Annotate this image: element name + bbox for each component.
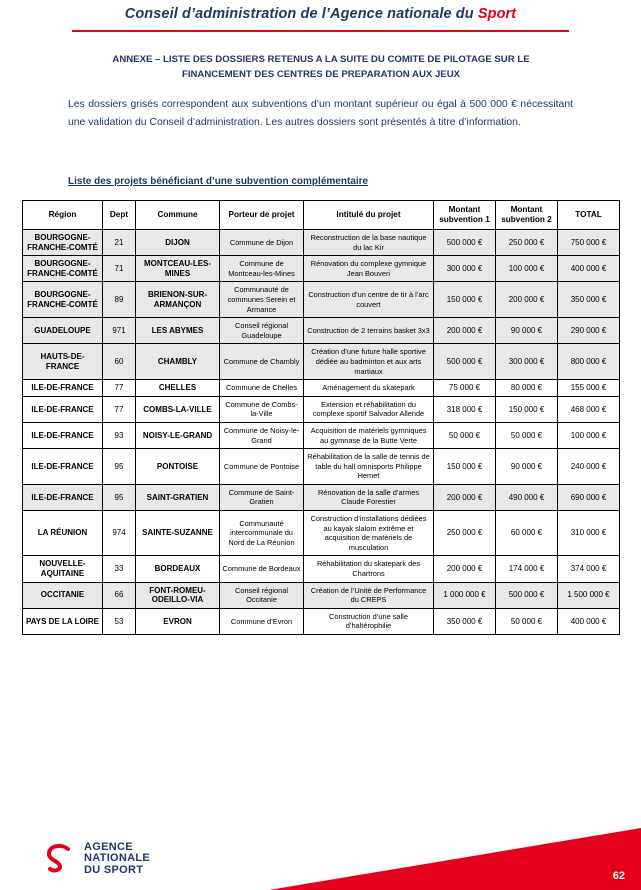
cell-intitule: Réhabilitation de la salle de tennis de table du hall omnisports Philippe Hemet	[304, 449, 434, 485]
cell-total: 400 000 €	[558, 608, 620, 634]
column-header-total: TOTAL	[558, 201, 620, 230]
cell-total: 155 000 €	[558, 380, 620, 397]
section-subheading: Liste des projets bénéficiant d’une subvention complémentaire	[68, 176, 369, 187]
cell-total: 1 500 000 €	[558, 582, 620, 608]
cell-region: ILE-DE-FRANCE	[23, 484, 103, 510]
cell-montant-2: 200 000 €	[496, 282, 558, 318]
page-title-main: Conseil d’administration de l’Agence nationale du	[124, 6, 478, 22]
table-row	[23, 582, 620, 608]
cell-montant-1: 1 000 000 €	[434, 582, 496, 608]
cell-intitule: Réhabilitation du skatepark des Chartrons	[304, 556, 434, 582]
annexe-heading: ANNEXE – LISTE DES DOSSIERS RETENUS A LA SUITE DU COMITE DE PILOTAGE SUR LE FINANCEMENT DES CENTRES DE PREPARATION AUX JEUX	[112, 54, 530, 80]
logo-line-2: NATIONALE	[84, 852, 151, 864]
cell-region: ILE-DE-FRANCE	[23, 422, 103, 448]
logo-text	[84, 842, 150, 877]
cell-montant-1: 50 000 €	[434, 422, 496, 448]
column-header-montant-1: Montant subvention 1	[434, 201, 496, 230]
cell-total: 800 000 €	[558, 344, 620, 380]
table-row	[23, 344, 620, 380]
cell-montant-2: 150 000 €	[496, 396, 558, 422]
cell-montant-2: 250 000 €	[496, 230, 558, 256]
cell-porteur: Commune de Chambly	[220, 344, 304, 380]
cell-commune: FONT-ROMEU-ODEILLO-VIA	[136, 582, 220, 608]
column-header-intitule: Intitulé du projet	[304, 201, 434, 230]
cell-porteur: Conseil régional Occitanie	[220, 582, 304, 608]
cell-total: 374 000 €	[558, 556, 620, 582]
cell-commune: LES ABYMES	[136, 318, 220, 344]
cell-montant-2: 90 000 €	[496, 449, 558, 485]
column-header-region: Région	[23, 201, 103, 230]
cell-commune: NOISY-LE-GRAND	[136, 422, 220, 448]
logo-s-icon	[42, 842, 76, 876]
column-header-commune: Commune	[136, 201, 220, 230]
cell-total: 350 000 €	[558, 282, 620, 318]
cell-total: 290 000 €	[558, 318, 620, 344]
table-row	[23, 449, 620, 485]
cell-intitule: Construction d’un centre de tir à l’arc couvert	[304, 282, 434, 318]
cell-dept: 974	[103, 511, 136, 556]
footer-red-shape	[211, 828, 641, 890]
table-row	[23, 484, 620, 510]
table-row	[23, 230, 620, 256]
cell-montant-2: 490 000 €	[496, 484, 558, 510]
cell-porteur: Commune de Saint-Gratien	[220, 484, 304, 510]
cell-commune: BRIENON-SUR-ARMANÇON	[136, 282, 220, 318]
cell-intitule: Rénovation de la salle d’armes Claude Forestier	[304, 484, 434, 510]
logo-line-1: AGENCE	[84, 840, 133, 853]
cell-dept: 93	[103, 422, 136, 448]
cell-montant-2: 50 000 €	[496, 608, 558, 634]
projects-table	[22, 200, 620, 635]
cell-commune: BORDEAUX	[136, 556, 220, 582]
cell-montant-1: 150 000 €	[434, 282, 496, 318]
projects-table-container	[22, 200, 619, 635]
cell-porteur: Communauté intercommunale du Nord de La Réunion	[220, 511, 304, 556]
cell-porteur: Commune de Montceau-les-Mines	[220, 256, 304, 282]
cell-commune: PONTOISE	[136, 449, 220, 485]
table-row	[23, 422, 620, 448]
cell-dept: 971	[103, 318, 136, 344]
table-body	[23, 230, 620, 635]
cell-region: PAYS DE LA LOIRE	[23, 608, 103, 634]
cell-montant-2: 90 000 €	[496, 318, 558, 344]
cell-commune: CHAMBLY	[136, 344, 220, 380]
table-row	[23, 380, 620, 397]
cell-intitule: Création de l’Unité de Performance du CREPS	[304, 582, 434, 608]
cell-commune: MONTCEAU-LES-MINES	[136, 256, 220, 282]
cell-porteur: Commune de Combs-la-Ville	[220, 396, 304, 422]
table-row	[23, 256, 620, 282]
column-header-dept: Dept	[103, 201, 136, 230]
intro-paragraph: Les dossiers grisés correspondent aux subventions d’un montant supérieur ou égal à 500 000 € nécessitant une validation du Conseil d’administration. Les autres dossiers sont présentés à titre d’information.	[68, 99, 573, 128]
cell-montant-1: 200 000 €	[434, 484, 496, 510]
cell-region: OCCITANIE	[23, 582, 103, 608]
cell-total: 690 000 €	[558, 484, 620, 510]
cell-montant-1: 75 000 €	[434, 380, 496, 397]
cell-region: BOURGOGNE-FRANCHE-COMTÉ	[23, 230, 103, 256]
cell-montant-2: 50 000 €	[496, 422, 558, 448]
cell-dept: 66	[103, 582, 136, 608]
table-row	[23, 608, 620, 634]
cell-montant-2: 174 000 €	[496, 556, 558, 582]
cell-region: GUADELOUPE	[23, 318, 103, 344]
cell-porteur: Commune de Pontoise	[220, 449, 304, 485]
cell-dept: 53	[103, 608, 136, 634]
cell-montant-1: 350 000 €	[434, 608, 496, 634]
cell-total: 100 000 €	[558, 422, 620, 448]
cell-montant-2: 100 000 €	[496, 256, 558, 282]
cell-commune: DIJON	[136, 230, 220, 256]
cell-dept: 77	[103, 396, 136, 422]
cell-porteur: Conseil régional Guadeloupe	[220, 318, 304, 344]
cell-intitule: Construction de 2 terrains basket 3x3	[304, 318, 434, 344]
cell-montant-1: 300 000 €	[434, 256, 496, 282]
table-row	[23, 511, 620, 556]
cell-total: 310 000 €	[558, 511, 620, 556]
table-row	[23, 556, 620, 582]
table-row	[23, 282, 620, 318]
cell-total: 240 000 €	[558, 449, 620, 485]
cell-porteur: Commune de Bordeaux	[220, 556, 304, 582]
column-header-montant-2: Montant subvention 2	[496, 201, 558, 230]
cell-intitule: Construction d’installations dédiées au kayak slalom extrême et acquisition de matériels de musculation	[304, 511, 434, 556]
cell-porteur: Communauté de communes Serein et Armance	[220, 282, 304, 318]
cell-porteur: Commune d’Evron	[220, 608, 304, 634]
cell-montant-2: 300 000 €	[496, 344, 558, 380]
cell-montant-1: 318 000 €	[434, 396, 496, 422]
page-number: 62	[612, 870, 625, 882]
cell-dept: 95	[103, 449, 136, 485]
cell-porteur: Commune de Noisy-le-Grand	[220, 422, 304, 448]
cell-intitule: Acquisition de matériels gymniques au gymnase de la Butte Verte	[304, 422, 434, 448]
cell-montant-2: 500 000 €	[496, 582, 558, 608]
page-title	[0, 6, 641, 22]
cell-region: ILE-DE-FRANCE	[23, 449, 103, 485]
cell-montant-1: 200 000 €	[434, 556, 496, 582]
cell-commune: EVRON	[136, 608, 220, 634]
cell-dept: 89	[103, 282, 136, 318]
cell-commune: COMBS-LA-VILLE	[136, 396, 220, 422]
cell-dept: 21	[103, 230, 136, 256]
cell-commune: CHELLES	[136, 380, 220, 397]
cell-region: HAUTS-DE-FRANCE	[23, 344, 103, 380]
cell-montant-2: 60 000 €	[496, 511, 558, 556]
cell-montant-1: 250 000 €	[434, 511, 496, 556]
cell-intitule: Extension et réhabilitation du complexe sportif Salvador Allende	[304, 396, 434, 422]
cell-dept: 95	[103, 484, 136, 510]
document-header	[0, 6, 641, 22]
column-header-porteur: Porteur de projet	[220, 201, 304, 230]
logo-line-3: DU SPORT	[84, 863, 144, 876]
cell-intitule: Création d’une future halle sportive dédiée au badminton et aux arts martiaux	[304, 344, 434, 380]
page-title-accent: Sport	[477, 6, 517, 22]
cell-intitule: Reconstruction de la base nautique du lac Kir	[304, 230, 434, 256]
header-divider	[72, 30, 569, 32]
table-row	[23, 318, 620, 344]
cell-region: BOURGOGNE-FRANCHE-COMTÉ	[23, 256, 103, 282]
cell-region: ILE-DE-FRANCE	[23, 380, 103, 397]
cell-total: 750 000 €	[558, 230, 620, 256]
cell-dept: 71	[103, 256, 136, 282]
cell-montant-1: 500 000 €	[434, 344, 496, 380]
cell-intitule: Construction d’une salle d’haltérophilie	[304, 608, 434, 634]
cell-porteur: Commune de Chelles	[220, 380, 304, 397]
cell-total: 400 000 €	[558, 256, 620, 282]
cell-region: ILE-DE-FRANCE	[23, 396, 103, 422]
cell-dept: 33	[103, 556, 136, 582]
cell-intitule: Rénovation du complexe gymnique Jean Bouveri	[304, 256, 434, 282]
cell-region: NOUVELLE-AQUITAINE	[23, 556, 103, 582]
table-header	[23, 201, 620, 230]
table-header-row	[23, 201, 620, 230]
cell-commune: SAINTE-SUZANNE	[136, 511, 220, 556]
cell-region: LA RÉUNION	[23, 511, 103, 556]
cell-region: BOURGOGNE-FRANCHE-COMTÉ	[23, 282, 103, 318]
cell-commune: SAINT-GRATIEN	[136, 484, 220, 510]
cell-dept: 60	[103, 344, 136, 380]
cell-porteur: Commune de Dijon	[220, 230, 304, 256]
cell-montant-1: 150 000 €	[434, 449, 496, 485]
agence-nationale-du-sport-logo	[42, 842, 150, 877]
logo-icon	[42, 842, 76, 876]
cell-montant-2: 80 000 €	[496, 380, 558, 397]
cell-montant-1: 200 000 €	[434, 318, 496, 344]
cell-total: 468 000 €	[558, 396, 620, 422]
cell-montant-1: 500 000 €	[434, 230, 496, 256]
cell-intitule: Aménagement du skatepark	[304, 380, 434, 397]
cell-dept: 77	[103, 380, 136, 397]
table-row	[23, 396, 620, 422]
